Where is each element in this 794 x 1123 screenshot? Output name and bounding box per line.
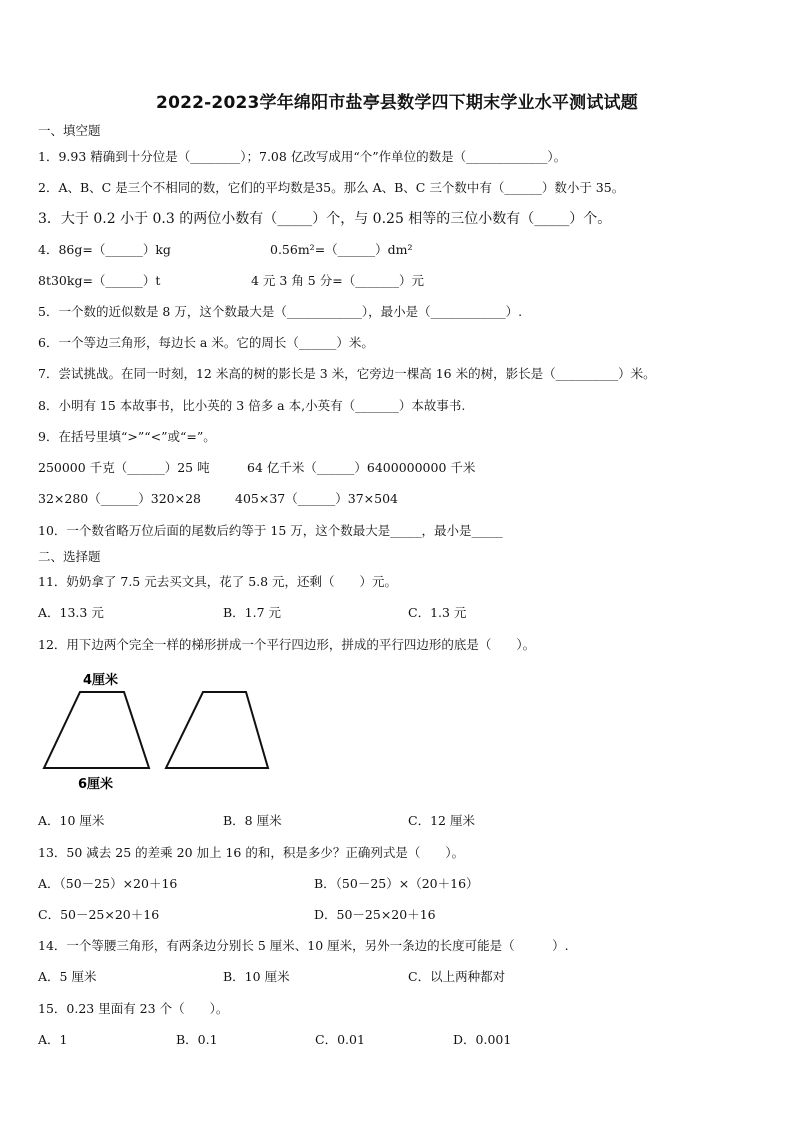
- trapezoid-left: [44, 692, 149, 768]
- top-side-label: 4厘米: [83, 673, 119, 688]
- q14-option-b: B．10 厘米: [223, 969, 290, 984]
- q13-option-b: B．（50－25）×（20＋16）: [314, 876, 479, 891]
- section-fill-heading: 一、填空题: [38, 123, 101, 138]
- question-14: 14．一个等腰三角形，有两条边分别长 5 厘米、10 厘米，另外一条边的长度可能是（ ）.: [38, 938, 569, 953]
- q15-option-a: A．1: [38, 1032, 68, 1047]
- q11-option-a: A．13.3 元: [38, 605, 104, 620]
- question-1: 1．9.93 精确到十分位是（________）；7.08 亿改写成用“个”作单位的数是（_____________）。: [38, 149, 567, 164]
- question-9c: 32×280（______）320×28: [38, 491, 201, 506]
- question-4b: 0.56m²=（______）dm²: [270, 242, 413, 257]
- question-15: 15．0.23 里面有 23 个（ ）。: [38, 1001, 229, 1016]
- q11-option-b: B．1.7 元: [223, 605, 282, 620]
- q15-option-b: B．0.1: [176, 1032, 218, 1047]
- question-4a: 4．86g=（______）kg: [38, 242, 171, 257]
- trapezoid-right: [166, 692, 268, 768]
- question-9d: 405×37（______）37×504: [235, 491, 398, 506]
- question-8: 8．小明有 15 本故事书，比小英的 3 倍多 a 本,小英有（_______）本故事书.: [38, 398, 466, 413]
- q13-option-a: A．（50－25）×20＋16: [38, 876, 178, 891]
- q12-option-c: C．12 厘米: [408, 813, 475, 828]
- trapezoid-figure: [36, 664, 276, 798]
- question-4d: 4 元 3 角 5 分=（_______）元: [251, 273, 424, 288]
- question-4c: 8t30kg=（______）t: [38, 273, 161, 288]
- q13-option-c: C．50－25×20＋16: [38, 907, 160, 922]
- q11-option-c: C．1.3 元: [408, 605, 467, 620]
- question-3: 3．大于 0.2 小于 0.3 的两位小数有（_____）个，与 0.25 相等的三位小数有（_____）个。: [38, 211, 612, 227]
- section-choice-heading: 二、选择题: [38, 549, 101, 564]
- q13-option-d: D．50－25×20＋16: [314, 907, 436, 922]
- question-5: 5．一个数的近似数是 8 万，这个数最大是（____________），最小是（____________）.: [38, 304, 523, 319]
- question-9a: 250000 千克（______）25 吨: [38, 460, 210, 475]
- trapezoid-svg: [36, 664, 276, 794]
- question-9: 9．在括号里填“>”“<”或“=”。: [38, 429, 216, 444]
- q15-option-c: C．0.01: [315, 1032, 365, 1047]
- q12-option-b: B．8 厘米: [223, 813, 282, 828]
- question-10: 10．一个数省略万位后面的尾数后约等于 15 万，这个数最大是_____，最小是_____: [38, 523, 503, 538]
- question-2: 2．A、B、C 是三个不相同的数，它们的平均数是35。那么 A、B、C 三个数中有（______）数小于 35。: [38, 180, 625, 195]
- q15-option-d: D．0.001: [453, 1032, 512, 1047]
- question-7: 7．尝试挑战。在同一时刻，12 米高的树的影长是 3 米，它旁边一棵高 16 米的树，影长是（__________）米。: [38, 366, 656, 381]
- q12-option-a: A．10 厘米: [38, 813, 105, 828]
- question-6: 6．一个等边三角形，每边长 a 米。它的周长（______）米。: [38, 335, 374, 350]
- page-title: 2022-2023学年绵阳市盐亭县数学四下期末学业水平测试试题: [156, 93, 638, 113]
- question-11: 11．奶奶拿了 7.5 元去买文具，花了 5.8 元，还剩（ ）元。: [38, 574, 398, 589]
- q14-option-a: A．5 厘米: [38, 969, 97, 984]
- q14-option-c: C．以上两种都对: [408, 969, 506, 984]
- question-13: 13．50 减去 25 的差乘 20 加上 16 的和，积是多少？正确列式是（ ）。: [38, 845, 465, 860]
- bottom-side-label: 6厘米: [78, 777, 114, 792]
- question-9b: 64 亿千米（______）6400000000 千米: [247, 460, 476, 475]
- question-12: 12．用下边两个完全一样的梯形拼成一个平行四边形，拼成的平行四边形的底是（ ）。: [38, 637, 536, 652]
